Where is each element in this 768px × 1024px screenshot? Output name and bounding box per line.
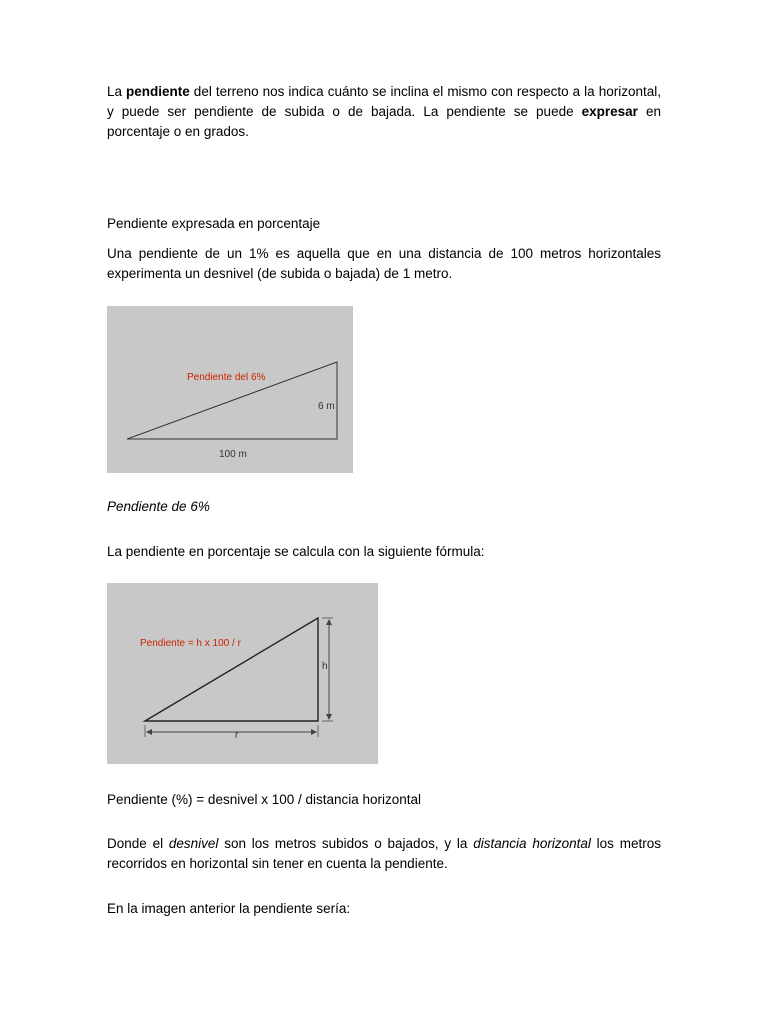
formula-intro: La pendiente en porcentaje se calcula con la siguiente fórmula: [107, 544, 485, 559]
intro-bold-pendiente: pendiente [126, 84, 190, 99]
intro-text-1: La [107, 84, 127, 99]
figure2-base-label: r [235, 730, 239, 741]
figure1-base-label: 100 m [219, 449, 247, 460]
caption-text: Pendiente de 6% [107, 499, 210, 514]
figure1-slope-label: Pendiente del 6% [187, 372, 266, 383]
explanation-text-3: los metros recorridos en horizontal sin tener en cuenta la pendiente. [107, 836, 661, 871]
explanation-text-2: son los metros subidos o bajados, y la [218, 836, 474, 851]
intro-text-3: en porcentaje o en grados. [107, 104, 661, 139]
intro-paragraph [107, 82, 661, 142]
definition-paragraph: Una pendiente de un 1% es aquella que en una distancia de 100 metros horizontales experimenta un desnivel (de subida o bajada) de 1 metro. [107, 246, 661, 281]
slope-figure-6-percent [107, 306, 353, 473]
intro-text-2: del terreno nos indica cuánto se inclina el mismo con respecto a la horizontal, y puede ser pendiente de subida o de bajada. La pendiente se puede [107, 84, 661, 119]
formula-line: Pendiente (%) = desnivel x 100 / distancia horizontal [107, 792, 422, 807]
closing-line: En la imagen anterior la pendiente sería: [107, 901, 351, 916]
formula-triangle [145, 618, 318, 721]
intro-bold-expresar: expresar [581, 104, 638, 119]
figure1-height-label: 6 m [318, 401, 335, 412]
explanation-italic-desnivel: desnivel [168, 836, 219, 851]
explanation-italic-distancia: distancia horizontal [473, 836, 591, 851]
section-title: Pendiente expresada en porcentaje [107, 216, 321, 231]
explanation-text-1: Donde el [107, 836, 169, 851]
figure2-height-label: h [322, 661, 328, 672]
explanation-paragraph [107, 834, 661, 874]
figure1-caption [107, 497, 661, 517]
slope-formula-figure [107, 583, 378, 764]
figure2-formula-label: Pendiente = h x 100 / r [140, 638, 241, 649]
